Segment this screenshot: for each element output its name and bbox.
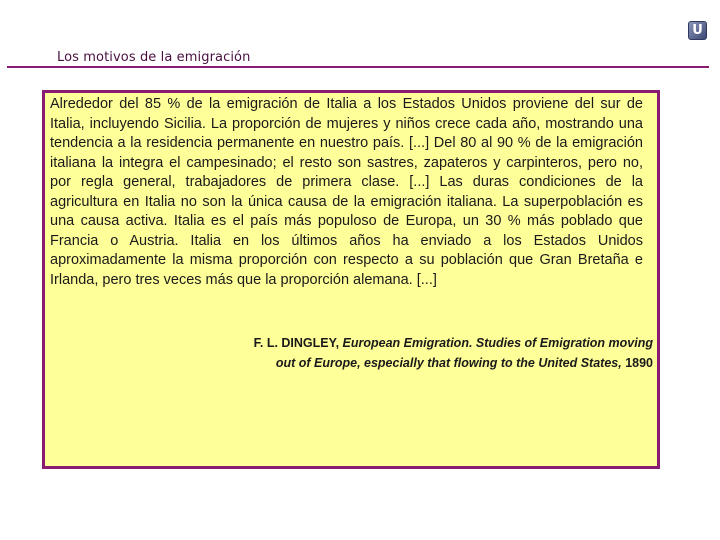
title-underline: [7, 66, 709, 68]
page-title: Los motivos de la emigración: [57, 50, 251, 65]
citation-author: F. L. DINGLEY,: [253, 336, 340, 350]
citation-year: 1890: [625, 355, 653, 370]
quote-body: Alrededor del 85 % de la emigración de Italia a los Estados Unidos proviene del sur de Italia, incluyendo Sicilia. La proporción de mujeres y niños crece cada año, mostrando una tendencia a la residencia permanente en nuestro país. [...] Del 80 al 90 % de la emigración italiana la integra el campesinado; el resto son sastres, zapateros y carpinteros, pero no, por regla general, trabajadores de primera clase. [...] Las duras condiciones de la agricultura en Italia no son la única causa de la emigración italiana. La superpoblación es una causa activa. Italia es el país más populoso de Europa, un 30 % más poblado que Francia o Austria. Italia en los últimos años ha enviado a los Estados Unidos aproximadamente la misma proporción con respecto a su población que Gran Bretaña e Irlanda, pero tres veces más que la proporción alemana. [...]: [50, 96, 643, 288]
logo-icon: U: [688, 21, 707, 40]
citation: [240, 334, 653, 373]
citation-work: European Emigration. Studies of Emigration moving out of Europe, especially that flowing to the United States,: [275, 336, 653, 370]
